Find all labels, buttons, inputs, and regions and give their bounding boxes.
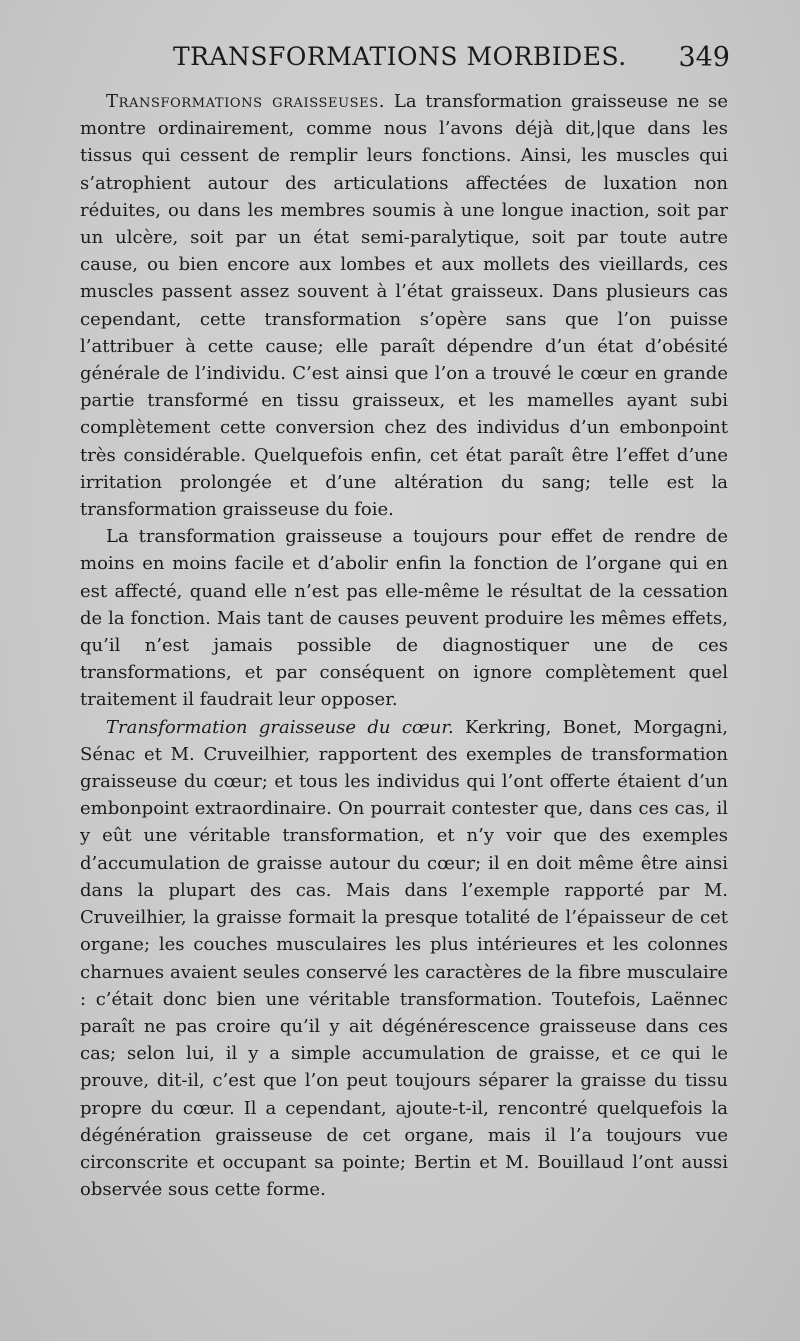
paragraph-text: La transformation graisseuse a toujours pour effet de rendre de moins en moins facile et d’abolir enfin la fonction de l’organe qui en est affecté, quand elle n’est pas elle-même le résultat de la cessation de la fonction. Mais tant de causes peuvent produire les mêmes effets, qu’il n’est jamais possible de diagnostiquer une de ces transformations, et par conséquent on ignore complètement quel traitement il faudrait leur opposer. [80,526,728,711]
running-title: TRANSFORMATIONS MORBIDES. [173,42,627,71]
paragraph-text: Kerkring, Bonet, Morgagni, Sénac et M. Cruveilhier, rapportent des exemples de transformation graisseuse du cœur; et tous les individus qui l’ont offerte étaient d’un embonpoint extraordinaire. On pourrait contester que, dans ces cas, il y eût une véritable transformation, et n’y voir que des exemples d’accumulation de graisse autour du cœur; il en doit même être ainsi dans la plupart des cas. Mais dans l’exemple rapporté par M. Cruveilhier, la graisse formait la presque totalité de l’épaisseur de cet organe; les couches musculaires les plus intérieures et les colonnes charnues avaient seules conservé les caractères de la fibre musculaire : c’était donc bien une véritable transformation. Toutefois, Laënnec paraît ne pas croire qu’il y ait dégénérescence graisseuse dans ces cas; selon lui, il y a simple accumulation de graisse, et ce qui le prouve, dit-il, c’est que l’on peut toujours séparer la graisse du tissu propre du cœur. Il a cependant, ajoute-t-il, rencontré quelquefois la dégénération graisseuse de cet organe, mais il l’a toujours vue circonscrite et occupant sa pointe; Bertin et M. Bouillaud l’ont aussi observée sous cette forme. [80,716,728,1201]
body-text [80,88,728,1203]
paragraph-effects [80,523,728,713]
section-lead-in: Transformation graisseuse du cœur. [106,716,454,738]
paragraph-text: La transformation graisseuse ne se montre ordinairement, comme nous l’avons déjà dit,|que dans les tissus qui cessent de remplir leurs fonctions. Ainsi, les muscles qui s’atrophient autour des articulations affectées de luxation non réduites, ou dans les membres soumis à une longue inaction, soit par un ulcère, soit par un état semi-paralytique, soit par toute autre cause, ou bien encore aux lombes et aux mollets des vieillards, ces muscles passent assez souvent à l’état graisseux. Dans plusieurs cas cependant, cette transformation s’opère sans que l’on puisse l’attribuer à cette cause; elle paraît dépendre d’un état d’obésité générale de l’individu. C’est ainsi que l’on a trouvé le cœur en grande partie transformé en tissu graisseux, et les mamelles ayant subi complètement cette conversion chez des individus d’un embonpoint très considérable. Quelquefois enfin, cet état paraît être l’effet d’une irritation prolongée et d’une altération du sang; telle est la transformation graisseuse du foie. [80,91,728,521]
paragraph-fatty-heart [80,714,728,1204]
running-head [80,42,730,78]
paragraph-fatty-transformations [80,88,728,523]
page-number: 349 [678,42,730,73]
section-lead-in: Transformations graisseuses. [106,91,386,112]
